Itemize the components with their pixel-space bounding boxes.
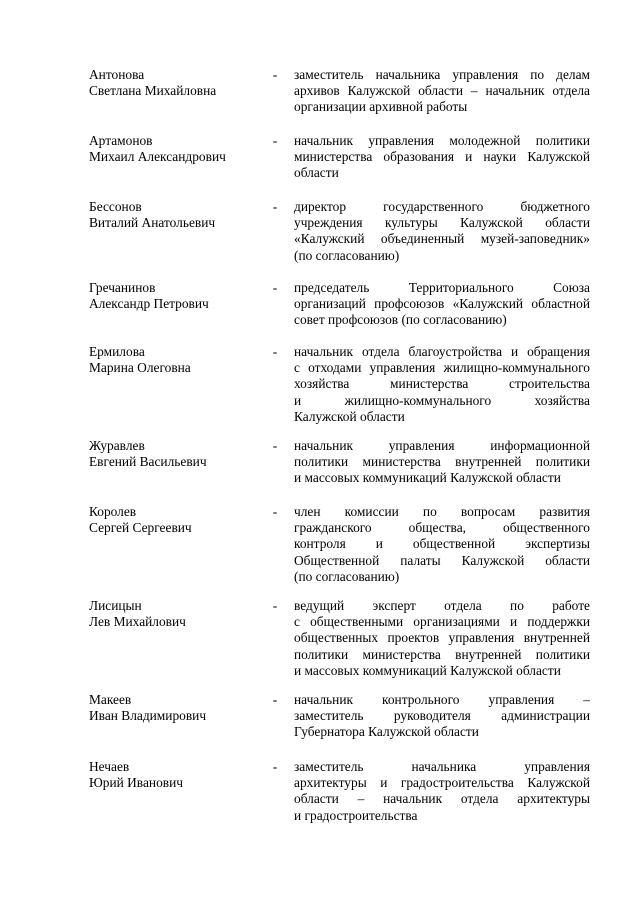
- member-position: [294, 280, 590, 329]
- member-given-names: Лев Михайлович: [89, 614, 186, 630]
- separator-dash: -: [272, 67, 278, 82]
- position-line: Калужской области: [294, 408, 405, 424]
- member-given-names: Сергей Сергеевич: [89, 520, 192, 536]
- position-line: организаций профсоюзов «Калужский областной: [294, 296, 590, 312]
- member-given-names: Виталий Анатольевич: [89, 215, 216, 231]
- member-surname: Лисицын: [89, 598, 142, 613]
- member-surname: Ермилова: [89, 344, 145, 359]
- position-line: хозяйства министерства строительства: [294, 376, 590, 392]
- member-position: [294, 759, 590, 824]
- member-name: [89, 759, 269, 791]
- position-line: области: [294, 165, 339, 181]
- position-line: член комиссии по вопросам развития: [294, 504, 590, 519]
- member-surname: Антонова: [89, 67, 145, 82]
- position-line: и градостроительства: [294, 807, 418, 823]
- member-surname: Бессонов: [89, 199, 142, 214]
- member-name: [89, 199, 269, 231]
- separator-dash: -: [272, 692, 278, 707]
- member-given-names: Александр Петрович: [89, 296, 209, 312]
- member-name: [89, 598, 269, 630]
- member-surname: Артамонов: [89, 133, 153, 148]
- position-line: и жилищно-коммунального хозяйства: [294, 392, 590, 408]
- separator-dash: -: [272, 598, 278, 613]
- member-surname: Журавлев: [89, 438, 145, 453]
- member-given-names: Михаил Александрович: [89, 149, 226, 165]
- member-given-names: Евгений Васильевич: [89, 454, 207, 470]
- position-line: ведущий эксперт отдела по работе: [294, 598, 590, 613]
- position-line: и массовых коммуникаций Калужской области: [294, 662, 561, 678]
- position-line: учреждения культуры Калужской области: [294, 215, 590, 231]
- member-surname: Королев: [89, 504, 137, 519]
- position-line: архитектуры и градостроительства Калужской: [294, 775, 590, 791]
- separator-dash: -: [272, 344, 278, 359]
- member-position: [294, 344, 590, 425]
- position-line: Губернатора Калужской области: [294, 724, 479, 740]
- member-name: [89, 504, 269, 536]
- member-position: [294, 438, 590, 487]
- position-line: заместитель начальника управления по делам: [294, 67, 590, 82]
- position-line: архивов Калужской области – начальник отдела: [294, 83, 590, 99]
- member-position: [294, 692, 590, 741]
- position-line: контроля и общественной экспертизы: [294, 536, 590, 552]
- member-surname: Гречанинов: [89, 280, 156, 295]
- member-name: [89, 280, 269, 312]
- position-line: организации архивной работы: [294, 99, 468, 115]
- position-line: общественных проектов управления внутренней: [294, 630, 590, 646]
- position-line: заместитель руководителя администрации: [294, 708, 590, 724]
- member-given-names: Марина Олеговна: [89, 360, 191, 376]
- position-line: директор государственного бюджетного: [294, 199, 590, 214]
- position-line: заместитель начальника управления: [294, 759, 590, 774]
- position-line: министерства образования и науки Калужской: [294, 149, 590, 165]
- position-line: политики министерства внутренней политики: [294, 454, 590, 470]
- separator-dash: -: [272, 133, 278, 148]
- position-line: (по согласованию): [294, 247, 400, 263]
- member-position: [294, 598, 590, 679]
- separator-dash: -: [272, 438, 278, 453]
- member-position: [294, 199, 590, 264]
- member-position: [294, 67, 590, 116]
- member-position: [294, 504, 590, 585]
- separator-dash: -: [272, 759, 278, 774]
- member-surname: Нечаев: [89, 759, 130, 774]
- member-name: [89, 67, 269, 99]
- member-surname: Макеев: [89, 692, 132, 707]
- position-line: с общественными организациями и поддержки: [294, 614, 590, 630]
- member-name: [89, 692, 269, 724]
- separator-dash: -: [272, 504, 278, 519]
- position-line: области – начальник отдела архитектуры: [294, 791, 590, 807]
- member-name: [89, 133, 269, 165]
- member-name: [89, 438, 269, 470]
- position-line: начальник управления информационной: [294, 438, 590, 453]
- position-line: и массовых коммуникаций Калужской области: [294, 470, 561, 486]
- position-line: председатель Территориального Союза: [294, 280, 590, 295]
- position-line: Общественной палаты Калужской области: [294, 552, 590, 568]
- position-line: «Калужский объединенный музей-заповедник»: [294, 231, 590, 247]
- position-line: политики министерства внутренней политики: [294, 646, 590, 662]
- position-line: начальник отдела благоустройства и обращения: [294, 344, 590, 359]
- position-line: совет профсоюзов (по согласованию): [294, 312, 507, 328]
- member-given-names: Светлана Михайловна: [89, 83, 217, 99]
- separator-dash: -: [272, 199, 278, 214]
- position-line: гражданского общества, общественного: [294, 520, 590, 536]
- separator-dash: -: [272, 280, 278, 295]
- member-name: [89, 344, 269, 376]
- member-position: [294, 133, 590, 182]
- member-given-names: Иван Владимирович: [89, 708, 207, 724]
- position-line: начальник управления молодежной политики: [294, 133, 590, 148]
- position-line: с отходами управления жилищно-коммунального: [294, 360, 590, 376]
- position-line: начальник контрольного управления –: [294, 692, 590, 707]
- member-given-names: Юрий Иванович: [89, 775, 183, 791]
- position-line: (по согласованию): [294, 568, 400, 584]
